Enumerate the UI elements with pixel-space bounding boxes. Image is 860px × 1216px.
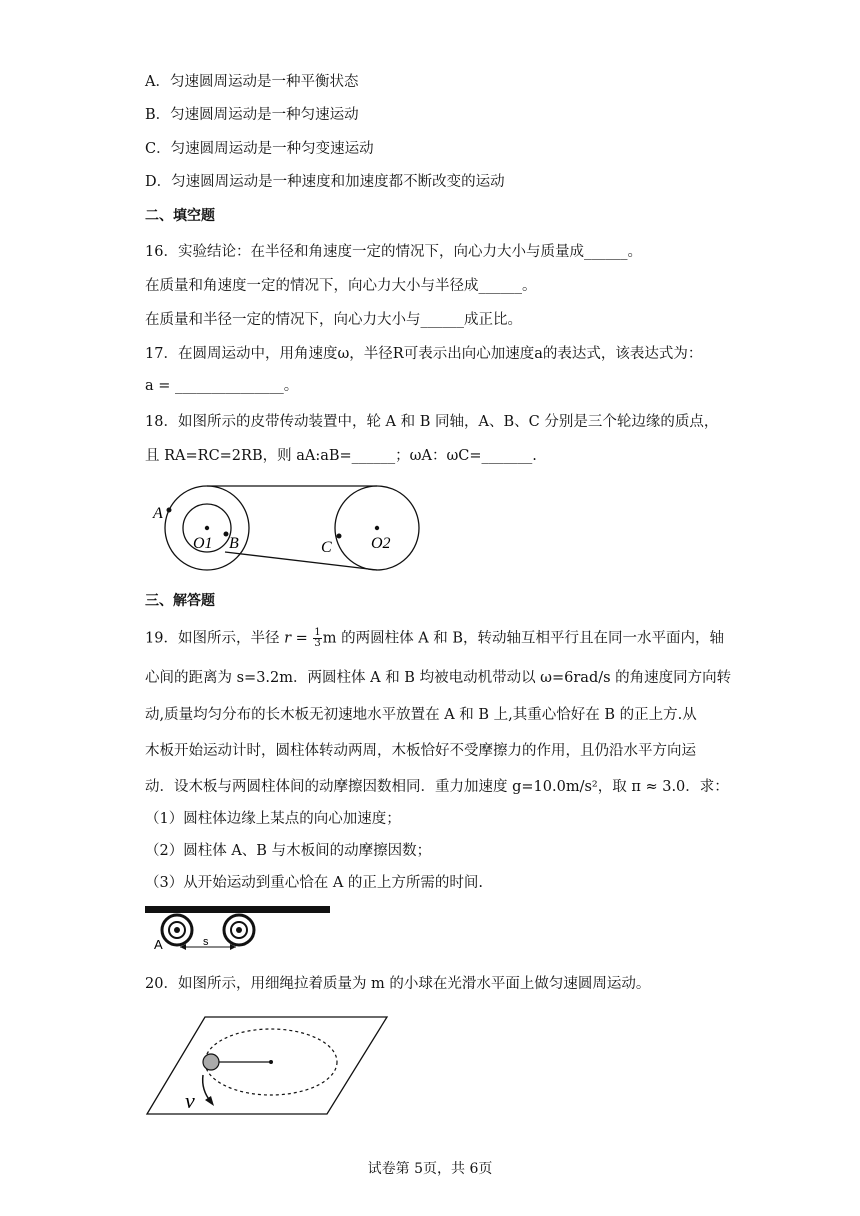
q19-line4: 木板开始运动计时，圆柱体转动两周，木板恰好不受摩擦力的作用，且仍沿水平方向运 [145, 743, 696, 759]
q19-line3: 动,质量均匀分布的长木板无初速地水平放置在 A 和 B 上,其重心恰好在 B 的正上方.从 [145, 707, 697, 723]
label-v: v [185, 1088, 195, 1113]
label-o1: O1 [193, 535, 213, 552]
wooden-board [145, 906, 330, 913]
point-c [337, 534, 342, 539]
smooth-plane [147, 1017, 387, 1114]
q19-sub3: （3）从开始运动到重心恰在 A 的正上方所需的时间. [145, 875, 484, 891]
fraction-one-third: $\frac{1}{3}$ [314, 627, 321, 649]
label-b: B [229, 535, 239, 552]
q18-line1: 18．如图所示的皮带传动装置中，轮 A 和 B 同轴，A、B、C 分别是三个轮边缘的质点， [145, 414, 719, 430]
cylinders-figure [145, 903, 335, 953]
q19-sub1: （1）圆柱体边缘上某点的向心加速度； [145, 811, 401, 827]
option-c: C．匀速圆周运动是一种匀变速运动 [145, 141, 374, 157]
cylinder-b [224, 915, 254, 945]
cylinder-a [162, 915, 192, 945]
q19-line5: 动．设木板与两圆柱体间的动摩擦因数相同．重力加速度 g=10.0m/s²，取 π ≈ 3.0．求： [145, 779, 729, 795]
circular-motion-figure [145, 1012, 395, 1120]
option-a: A．匀速圆周运动是一种平衡状态 [145, 74, 359, 90]
belt-drive-figure [145, 480, 435, 580]
ball [203, 1054, 219, 1070]
q19-sub2: （2）圆柱体 A、B 与木板间的动摩擦因数； [145, 843, 432, 859]
label-o2: O2 [371, 535, 391, 552]
option-b: B．匀速圆周运动是一种匀速运动 [145, 107, 359, 123]
q19-line1: 19．如图所示，半径 r = $\frac{1}{3}$ m 的两圆柱体 A 和 B，转动轴互相平行且在同一水平面内，轴 [145, 627, 725, 649]
point-a [167, 508, 172, 513]
velocity-arrowhead [205, 1096, 214, 1106]
section-fill-in-heading: 二、填空题 [145, 208, 215, 224]
q17-line1: 17．在圆周运动中，用角速度ω，半径R可表示出向心加速度a的表达式，该表达式为： [145, 346, 703, 362]
point-b [224, 532, 229, 537]
page-footer: 试卷第 5页，共 6页 [367, 1161, 493, 1177]
q16-line1: 16．实验结论：在半径和角速度一定的情况下，向心力大小与质量成______。 [145, 244, 642, 260]
q18-line2: 且 RA=RC=2RB，则 aA:aB=______；ωA：ωC=_______. [145, 448, 537, 464]
q16-line3: 在质量和半径一定的情况下，向心力大小与______成正比。 [145, 312, 522, 328]
q19-line2: 心间的距离为 s=3.2m．两圆柱体 A 和 B 均被电动机带动以 ω=6rad/s 的角速度同方向转 [145, 670, 732, 686]
label-a: A [153, 505, 163, 522]
center-point [269, 1060, 273, 1064]
q17-line2: a = _______________。 [145, 378, 299, 394]
q16-line2: 在质量和角速度一定的情况下，向心力大小与半径成______。 [145, 278, 537, 294]
section-answer-heading: 三、解答题 [145, 593, 215, 609]
option-d: D．匀速圆周运动是一种速度和加速度都不断改变的运动 [145, 174, 505, 190]
center-o2 [375, 526, 379, 530]
belt-bottom [225, 552, 377, 570]
center-o1 [205, 526, 209, 530]
label-c: C [321, 539, 332, 556]
label-s: s [203, 936, 209, 948]
q20-line1: 20．如图所示，用细绳拉着质量为 m 的小球在光滑水平面上做匀速圆周运动。 [145, 976, 651, 992]
label-a: A [154, 937, 163, 952]
